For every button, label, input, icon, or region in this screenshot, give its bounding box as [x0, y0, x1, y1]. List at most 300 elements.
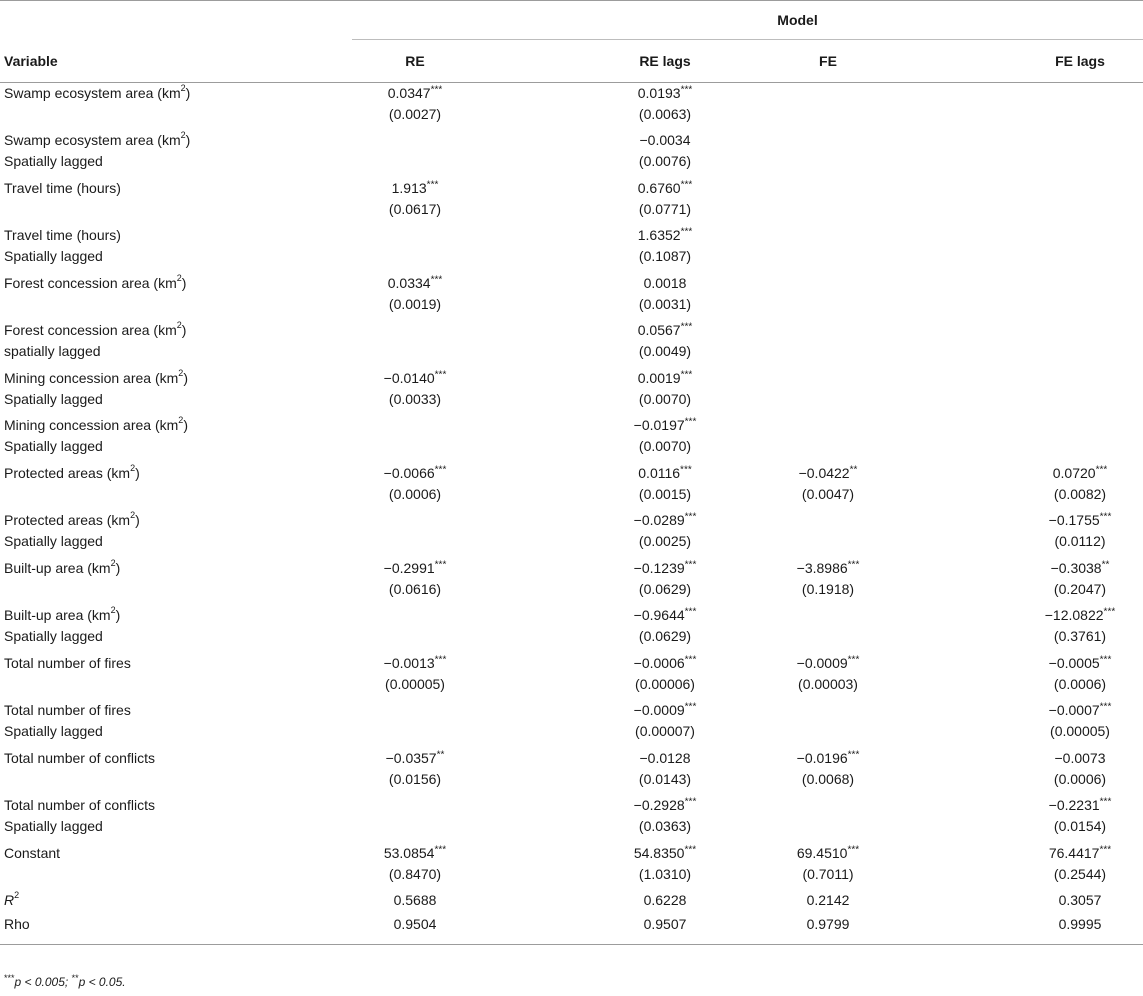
- coefficient-value: −3.8986: [796, 559, 848, 576]
- variable-label-superscript: 2: [176, 320, 182, 331]
- standard-error: (0.00007): [635, 723, 695, 739]
- standard-error: (0.0076): [638, 153, 692, 169]
- variable-label-text: Built-up area (km: [4, 607, 111, 623]
- significance-stars: ***: [680, 178, 693, 190]
- variable-label-end: ): [115, 559, 121, 576]
- value-stack: [602, 130, 728, 172]
- variable-label: [4, 225, 352, 246]
- summary-label-cell: [0, 890, 352, 914]
- coefficient: [638, 463, 691, 484]
- coefficient-value: −0.0006: [633, 654, 685, 671]
- coefficient: [634, 795, 697, 816]
- variable-cell: [0, 795, 352, 843]
- variable-sublabel: Spatially lagged: [4, 390, 103, 407]
- coefficient: [392, 178, 439, 199]
- value-stack: [352, 748, 478, 790]
- coefficient: [799, 463, 858, 484]
- value-stack: [352, 558, 478, 600]
- variable-sublabel: Spatially lagged: [4, 723, 103, 739]
- variable-cell: [0, 653, 352, 701]
- coefficient: [634, 510, 697, 531]
- column-heading-fe-lags: FE lags: [1055, 52, 1105, 69]
- table-row: [0, 795, 1143, 843]
- significance-stars: ***: [434, 843, 447, 855]
- variable-label-superscript: 2: [180, 82, 186, 93]
- coefficient: [634, 558, 697, 579]
- summary-row: [0, 914, 1143, 938]
- coefficient-value: −12.0822: [1044, 607, 1104, 623]
- value-cell: [891, 178, 1143, 226]
- value-cell: [891, 653, 1143, 701]
- value-cell: [352, 510, 478, 558]
- variable-label-end: ): [115, 607, 121, 623]
- standard-error: (0.0006): [1053, 770, 1107, 787]
- summary-value: 0.3057: [1058, 892, 1102, 908]
- value-cell: [352, 463, 478, 511]
- value-cell: [891, 843, 1143, 891]
- value-cell: [352, 82, 478, 130]
- variable-cell: [0, 700, 352, 748]
- significance-stars: **: [436, 748, 445, 760]
- significance-stars: ***: [426, 178, 439, 190]
- summary-value-cell: [352, 890, 478, 914]
- variable-label-text: Protected areas (km: [4, 464, 131, 481]
- coefficient-value: −0.0422: [798, 464, 850, 481]
- standard-error: (0.0027): [388, 105, 442, 122]
- coefficient: [634, 415, 697, 436]
- value-cell: [478, 273, 728, 321]
- significance-stars: ***: [680, 226, 693, 238]
- summary-value: 0.6228: [643, 892, 687, 908]
- variable-cell: [0, 273, 352, 321]
- coefficient: [638, 178, 693, 199]
- coefficient-value: 53.0854: [383, 844, 435, 861]
- significance-stars: ***: [434, 463, 447, 475]
- table-row: [0, 82, 1143, 130]
- value-cell: [891, 558, 1143, 606]
- summary-value-stack: [765, 914, 891, 935]
- coefficient-value: −0.0357: [385, 749, 437, 766]
- variable-cell: [0, 415, 352, 463]
- variable-label-text: Total number of fires: [4, 654, 131, 671]
- summary-value-stack: [352, 914, 478, 935]
- value-cell: [352, 605, 478, 653]
- significance-stars: ***: [684, 701, 697, 713]
- value-cell: [891, 605, 1143, 653]
- model-header-row: [0, 1, 1143, 40]
- value-cell: [891, 273, 1143, 321]
- table-row: [0, 653, 1143, 701]
- variable-sublabel: Spatially lagged: [4, 628, 103, 644]
- value-cell: [891, 225, 1143, 273]
- significance-stars: ***: [684, 843, 697, 855]
- variable-label-superscript: 2: [176, 272, 182, 283]
- significance-stars: ***: [684, 653, 697, 665]
- coefficient-value: −0.0140: [383, 369, 435, 386]
- variable-label-text: Travel time (hours): [4, 179, 121, 196]
- standard-error: (0.8470): [388, 865, 442, 882]
- standard-error: (0.0156): [388, 770, 442, 787]
- coefficient: [640, 130, 691, 151]
- summary-label-cell: [0, 914, 352, 938]
- significance-stars: ***: [684, 511, 697, 523]
- significance-stars: ***: [680, 463, 692, 475]
- standard-error: (0.0031): [638, 295, 692, 312]
- summary-value-cell: [728, 914, 891, 938]
- significance-stars: ***: [434, 653, 447, 665]
- variable-cell: [0, 320, 352, 368]
- standard-error: (0.7011): [802, 865, 854, 882]
- standard-error: (0.0019): [388, 295, 442, 312]
- coefficient-value: 69.4510: [796, 844, 848, 861]
- standard-error: (0.0033): [388, 390, 442, 407]
- summary-value-stack: [1017, 890, 1143, 911]
- summary-value-stack: [352, 890, 478, 911]
- coefficient-value: 0.0720: [1052, 464, 1096, 481]
- standard-error: (0.0070): [638, 438, 692, 454]
- variable-sublabel: Spatially lagged: [4, 248, 103, 264]
- value-cell: [478, 795, 728, 843]
- variable-label-end: ): [181, 274, 187, 291]
- variable-label: [4, 843, 352, 864]
- summary-value-cell: [352, 914, 478, 938]
- variable-label-superscript: 2: [130, 510, 136, 521]
- variable-label-text: Total number of conflicts: [4, 749, 155, 766]
- value-stack: [602, 320, 728, 362]
- standard-error: (0.00005): [1050, 723, 1110, 739]
- table-row: [0, 415, 1143, 463]
- variable-label-text: Travel time (hours): [4, 227, 121, 243]
- coefficient-value: −0.0007: [1048, 702, 1100, 718]
- value-stack: [1017, 558, 1143, 600]
- coefficient: [388, 83, 443, 104]
- variable-label: [4, 178, 352, 199]
- value-cell: [478, 605, 728, 653]
- value-stack: [1017, 843, 1143, 885]
- standard-error: (0.00005): [385, 675, 445, 692]
- coefficient: [386, 748, 445, 769]
- coefficient: [384, 463, 447, 484]
- value-cell: [352, 795, 478, 843]
- significance-stars: **: [1101, 558, 1110, 570]
- value-cell: [478, 463, 728, 511]
- variable-cell: [0, 510, 352, 558]
- coefficient: [1045, 605, 1115, 626]
- coefficient: [384, 653, 447, 674]
- variable-label-text: Constant: [4, 844, 61, 861]
- coefficient-value: −0.0066: [383, 464, 435, 481]
- summary-value: 0.9995: [1058, 916, 1102, 932]
- standard-error: (0.0363): [638, 818, 692, 834]
- variable-label-superscript: 2: [178, 367, 184, 378]
- value-cell: [478, 700, 728, 748]
- value-cell: [352, 843, 478, 891]
- coefficient-value: 0.6760: [637, 179, 681, 196]
- coefficient-value: 0.0018: [643, 274, 687, 291]
- coefficient-value: 0.0567: [637, 322, 681, 338]
- significance-stars: ***: [684, 606, 697, 618]
- value-cell: [352, 320, 478, 368]
- standard-error: (0.0049): [638, 343, 692, 359]
- significance-stars: **: [849, 463, 858, 475]
- coefficient-value: −0.1239: [633, 559, 685, 576]
- summary-label: R: [4, 892, 15, 908]
- coefficient-value: −0.1755: [1048, 512, 1100, 528]
- summary-value-stack: [1017, 914, 1143, 935]
- variable-label-text: Protected areas (km: [4, 512, 131, 528]
- value-stack: [765, 748, 891, 790]
- significance-stars: ***: [1099, 653, 1112, 665]
- value-cell: [352, 653, 478, 701]
- significance-stars: ***: [1099, 796, 1112, 808]
- standard-error: (0.0616): [388, 580, 442, 597]
- value-cell: [891, 463, 1143, 511]
- variable-label-superscript: 2: [178, 415, 184, 426]
- value-stack: [1017, 795, 1143, 837]
- coefficient-value: −0.0013: [383, 654, 435, 671]
- standard-error: (0.0025): [638, 533, 692, 549]
- standard-error: (0.0143): [638, 770, 692, 787]
- value-stack: [602, 83, 728, 125]
- standard-error: (0.0070): [638, 390, 692, 407]
- significance-stars: ***: [680, 321, 693, 333]
- significance-stars: ***: [434, 558, 447, 570]
- coefficient-value: −0.2231: [1048, 797, 1100, 813]
- coefficient-value: −0.0073: [1054, 749, 1106, 766]
- value-cell: [478, 748, 728, 796]
- value-stack: [1017, 700, 1143, 742]
- variable-label-superscript: 2: [110, 605, 116, 616]
- standard-error: (0.2544): [1053, 865, 1107, 882]
- significance-stars: ***: [430, 273, 443, 285]
- summary-label: Rho: [4, 916, 30, 932]
- variable-cell: [0, 178, 352, 226]
- summary-value-stack: [602, 890, 728, 911]
- value-stack: [352, 273, 478, 315]
- value-cell: [352, 178, 478, 226]
- value-cell: [728, 82, 891, 130]
- value-stack: [352, 843, 478, 885]
- significance-stars: ***: [684, 416, 697, 428]
- column-heading-re-lags: RE lags: [639, 52, 691, 69]
- summary-value: 0.2142: [806, 892, 850, 908]
- value-cell: [728, 463, 891, 511]
- standard-error: (0.0617): [388, 200, 442, 217]
- table-row: [0, 368, 1143, 416]
- table-row: [0, 130, 1143, 178]
- value-cell: [728, 795, 891, 843]
- variable-cell: [0, 225, 352, 273]
- value-cell: [728, 843, 891, 891]
- variable-label: [4, 83, 352, 104]
- column-header-row: [0, 40, 1143, 83]
- significance-stars: ***: [1099, 511, 1112, 523]
- value-stack: [352, 83, 478, 125]
- note-text-1: p < 0.005;: [14, 975, 72, 989]
- significance-stars: ***: [680, 83, 693, 95]
- coefficient-value: 0.0334: [387, 274, 431, 291]
- value-cell: [728, 748, 891, 796]
- variable-cell: [0, 463, 352, 511]
- coefficient-value: −0.9644: [633, 607, 685, 623]
- value-stack: [1017, 510, 1143, 552]
- variable-label-end: ): [181, 322, 187, 338]
- coefficient: [640, 748, 691, 769]
- coefficient-value: 0.0116: [638, 464, 681, 481]
- coefficient-value: −0.2928: [633, 797, 685, 813]
- value-stack: [602, 700, 728, 742]
- variable-label: [4, 795, 352, 816]
- significance-stars: ***: [684, 558, 697, 570]
- variable-cell: [0, 130, 352, 178]
- value-stack: [765, 463, 891, 505]
- variable-label-text: Total number of conflicts: [4, 797, 155, 813]
- value-cell: [352, 130, 478, 178]
- standard-error: (0.0629): [638, 628, 692, 644]
- note-text-2: p < 0.05.: [78, 975, 126, 989]
- coefficient-value: −0.0034: [639, 132, 691, 148]
- value-cell: [728, 130, 891, 178]
- coefficient: [1055, 748, 1106, 769]
- coefficient-value: −0.0009: [796, 654, 848, 671]
- value-cell: [352, 368, 478, 416]
- value-cell: [478, 178, 728, 226]
- variable-label-superscript: 2: [110, 557, 116, 568]
- variable-label: [4, 558, 352, 579]
- value-cell: [478, 225, 728, 273]
- value-cell: [478, 320, 728, 368]
- standard-error: (0.00006): [635, 675, 695, 692]
- table-row: [0, 463, 1143, 511]
- standard-error: (0.0006): [388, 485, 442, 502]
- variable-label-text: Total number of fires: [4, 702, 131, 718]
- value-cell: [728, 178, 891, 226]
- coefficient-value: −0.2991: [383, 559, 435, 576]
- table-row: [0, 178, 1143, 226]
- value-cell: [478, 510, 728, 558]
- coefficient: [638, 320, 693, 341]
- value-cell: [728, 273, 891, 321]
- coefficient-value: −0.0005: [1048, 654, 1100, 671]
- variable-cell: [0, 748, 352, 796]
- value-stack: [352, 653, 478, 695]
- variable-label-end: ): [183, 369, 188, 386]
- value-cell: [728, 320, 891, 368]
- variable-sublabel: Spatially lagged: [4, 153, 103, 169]
- value-stack: [1017, 653, 1143, 695]
- standard-error: (0.0771): [638, 200, 692, 217]
- value-cell: [352, 273, 478, 321]
- column-heading-re: RE: [405, 52, 425, 69]
- value-cell: [891, 368, 1143, 416]
- value-cell: [478, 82, 728, 130]
- coefficient-value: −0.3038: [1050, 559, 1102, 576]
- significance-stars: ***: [680, 368, 693, 380]
- standard-error: (0.0006): [1053, 675, 1107, 692]
- variable-label: [4, 273, 352, 294]
- standard-error: (0.0047): [801, 485, 855, 502]
- significance-stars: ***: [1099, 843, 1112, 855]
- value-cell: [891, 510, 1143, 558]
- coefficient: [388, 273, 443, 294]
- significance-stars: ***: [434, 368, 447, 380]
- value-cell: [891, 82, 1143, 130]
- variable-sublabel: spatially lagged: [4, 343, 101, 359]
- standard-error: (0.1087): [638, 248, 692, 264]
- value-cell: [891, 748, 1143, 796]
- summary-value: 0.5688: [393, 892, 437, 908]
- variable-label-text: Mining concession area (km: [4, 417, 179, 433]
- value-cell: [352, 700, 478, 748]
- variable-label-text: Swamp ecosystem area (km: [4, 84, 181, 101]
- value-cell: [728, 225, 891, 273]
- coefficient: [634, 700, 697, 721]
- variable-sublabel: Spatially lagged: [4, 438, 103, 454]
- value-cell: [891, 415, 1143, 463]
- variable-label: [4, 320, 352, 341]
- coefficient-value: −0.0197: [633, 417, 685, 433]
- variable-label-end: ): [135, 512, 140, 528]
- summary-value: 0.9799: [806, 916, 850, 932]
- variable-label: [4, 653, 352, 674]
- value-stack: [602, 653, 728, 695]
- value-cell: [728, 415, 891, 463]
- variable-cell: [0, 82, 352, 130]
- value-stack: [602, 463, 728, 505]
- coefficient-value: 0.0347: [387, 84, 431, 101]
- coefficient-value: −0.0128: [639, 749, 691, 766]
- value-cell: [728, 368, 891, 416]
- standard-error: (0.0629): [638, 580, 692, 597]
- value-stack: [602, 510, 728, 552]
- coefficient-value: −0.0289: [633, 512, 685, 528]
- value-cell: [728, 653, 891, 701]
- coefficient-value: 1.913: [391, 179, 427, 196]
- coefficient-value: 1.6352: [637, 227, 681, 243]
- value-stack: [1017, 605, 1143, 647]
- value-cell: [352, 415, 478, 463]
- summary-row: [0, 890, 1143, 914]
- significance-note: [4, 975, 126, 989]
- bottom-rule: [0, 944, 1143, 945]
- value-cell: [478, 415, 728, 463]
- coefficient: [797, 558, 860, 579]
- significance-stars: ***: [1103, 606, 1116, 618]
- note-stars-1: ***: [4, 973, 15, 983]
- variable-sublabel: Spatially lagged: [4, 818, 103, 834]
- column-heading-fe: FE: [819, 52, 837, 69]
- value-cell: [478, 653, 728, 701]
- value-stack: [602, 273, 728, 315]
- variable-sublabel: Spatially lagged: [4, 533, 103, 549]
- variable-label-end: ): [135, 464, 140, 481]
- value-stack: [602, 368, 728, 410]
- variable-label-text: Forest concession area (km: [4, 322, 177, 338]
- coefficient: [1049, 700, 1112, 721]
- coefficient: [638, 368, 693, 389]
- table-row: [0, 748, 1143, 796]
- standard-error: (0.3761): [1053, 628, 1107, 644]
- value-cell: [478, 843, 728, 891]
- table-row: [0, 225, 1143, 273]
- variable-label: [4, 700, 352, 721]
- value-stack: [602, 178, 728, 220]
- variable-label: [4, 463, 352, 484]
- coefficient: [1049, 843, 1111, 864]
- table-row: [0, 273, 1143, 321]
- table-row: [0, 558, 1143, 606]
- standard-error: (0.00003): [798, 675, 858, 692]
